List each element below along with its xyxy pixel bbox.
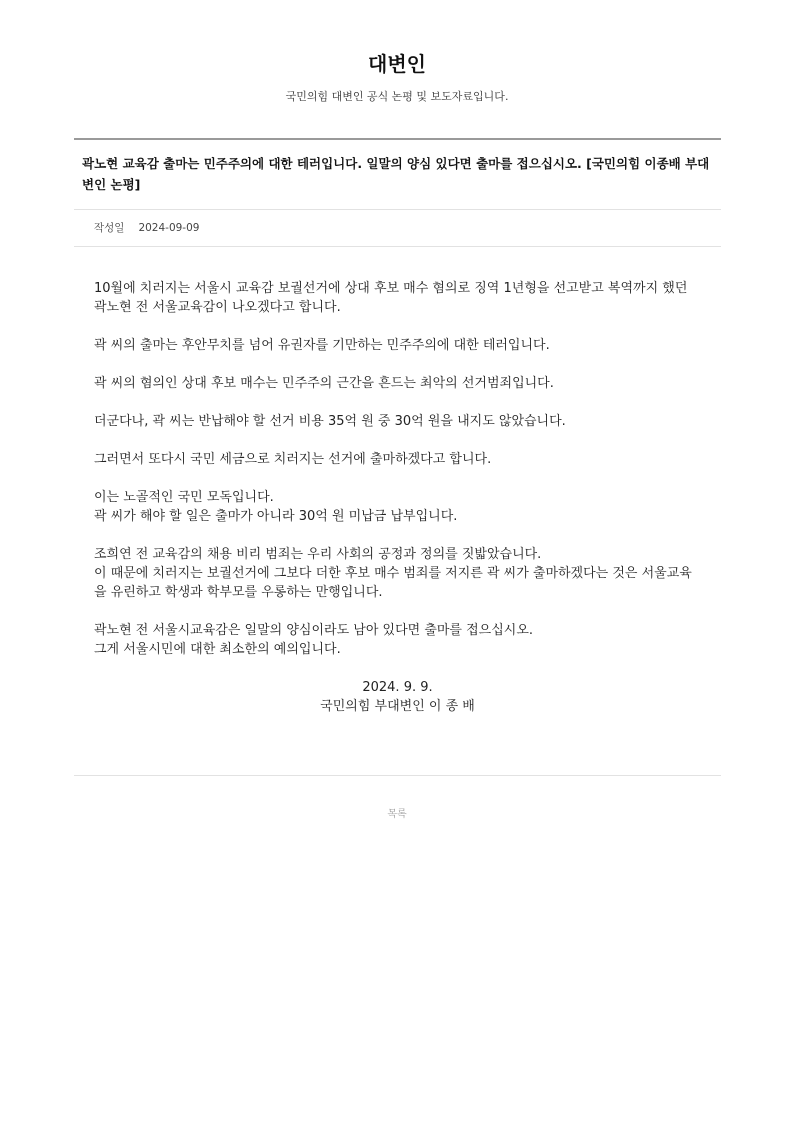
paragraph — [94, 488, 701, 526]
paragraph-line: 더군다나, 곽 씨는 반납해야 할 선거 비용 35억 원 중 30억 원을 내지도 않았습니다. — [94, 414, 566, 429]
paragraph-line: 곽노현 전 서울시교육감은 일말의 양심이라도 남아 있다면 출마를 접으십시오. — [94, 623, 534, 638]
paragraph-list — [94, 279, 701, 659]
paragraph — [94, 621, 701, 659]
date-value: 2024-09-09 — [138, 222, 200, 234]
signature-author: 국민의힘 부대변인 이 종 배 — [320, 699, 475, 714]
paragraph — [94, 374, 701, 393]
paragraph-line: 곽 씨의 혐의인 상대 후보 매수는 민주주의 근간을 흔드는 최악의 선거범죄입니다. — [94, 376, 554, 391]
paragraph — [94, 545, 701, 602]
footer-divider — [74, 775, 721, 776]
date-label: 작성일 — [94, 222, 125, 234]
paragraph-line: 곽 씨의 출마는 후안무치를 넘어 유권자를 기만하는 민주주의에 대한 테러입니다. — [94, 338, 550, 353]
paragraph — [94, 279, 701, 317]
paragraph-line: 곽 씨가 해야 할 일은 출마가 아니라 30억 원 미납금 납부입니다. — [94, 509, 458, 524]
paragraph-line: 이는 노골적인 국민 모독입니다. — [94, 490, 274, 505]
board-subtitle: 국민의힘 대변인 공식 논평 및 보도자료입니다. — [285, 90, 509, 103]
list-button[interactable]: 목록 — [387, 809, 407, 820]
paragraph-line: 10월에 치러지는 서울시 교육감 보궐선거에 상대 후보 매수 혐의로 징역 1년형을 선고받고 복역까지 했던 곽노현 전 서울교육감이 나오겠다고 합니다. — [94, 281, 688, 315]
signature-date: 2024. 9. 9. — [362, 680, 433, 695]
paragraph-line: 이 때문에 치러지는 보궐선거에 그보다 더한 후보 매수 범죄를 저지른 곽 씨가 출마하겠다는 것은 서울교육을 유린하고 학생과 학부모를 우롱하는 만행입니다. — [94, 566, 692, 600]
paragraph — [94, 450, 701, 469]
page-header — [0, 0, 794, 104]
post-title-row — [74, 138, 721, 210]
article — [74, 138, 721, 716]
board-title: 대변인 — [368, 52, 426, 76]
post-meta — [74, 210, 721, 247]
paragraph-line: 그러면서 또다시 국민 세금으로 치러지는 선거에 출마하겠다고 합니다. — [94, 452, 492, 467]
paragraph-line: 조희연 전 교육감의 채용 비리 범죄는 우리 사회의 공정과 정의를 짓밟았습니다. — [94, 547, 542, 562]
paragraph — [94, 336, 701, 355]
post-title: 곽노현 교육감 출마는 민주주의에 대한 테러입니다. 일말의 양심 있다면 출마를 접으십시오. [국민의힘 이종배 부대변인 논평] — [82, 156, 710, 192]
paragraph — [94, 412, 701, 431]
post-content — [74, 247, 721, 716]
paragraph-line: 그게 서울시민에 대한 최소한의 예의입니다. — [94, 642, 341, 657]
signature — [94, 678, 701, 716]
